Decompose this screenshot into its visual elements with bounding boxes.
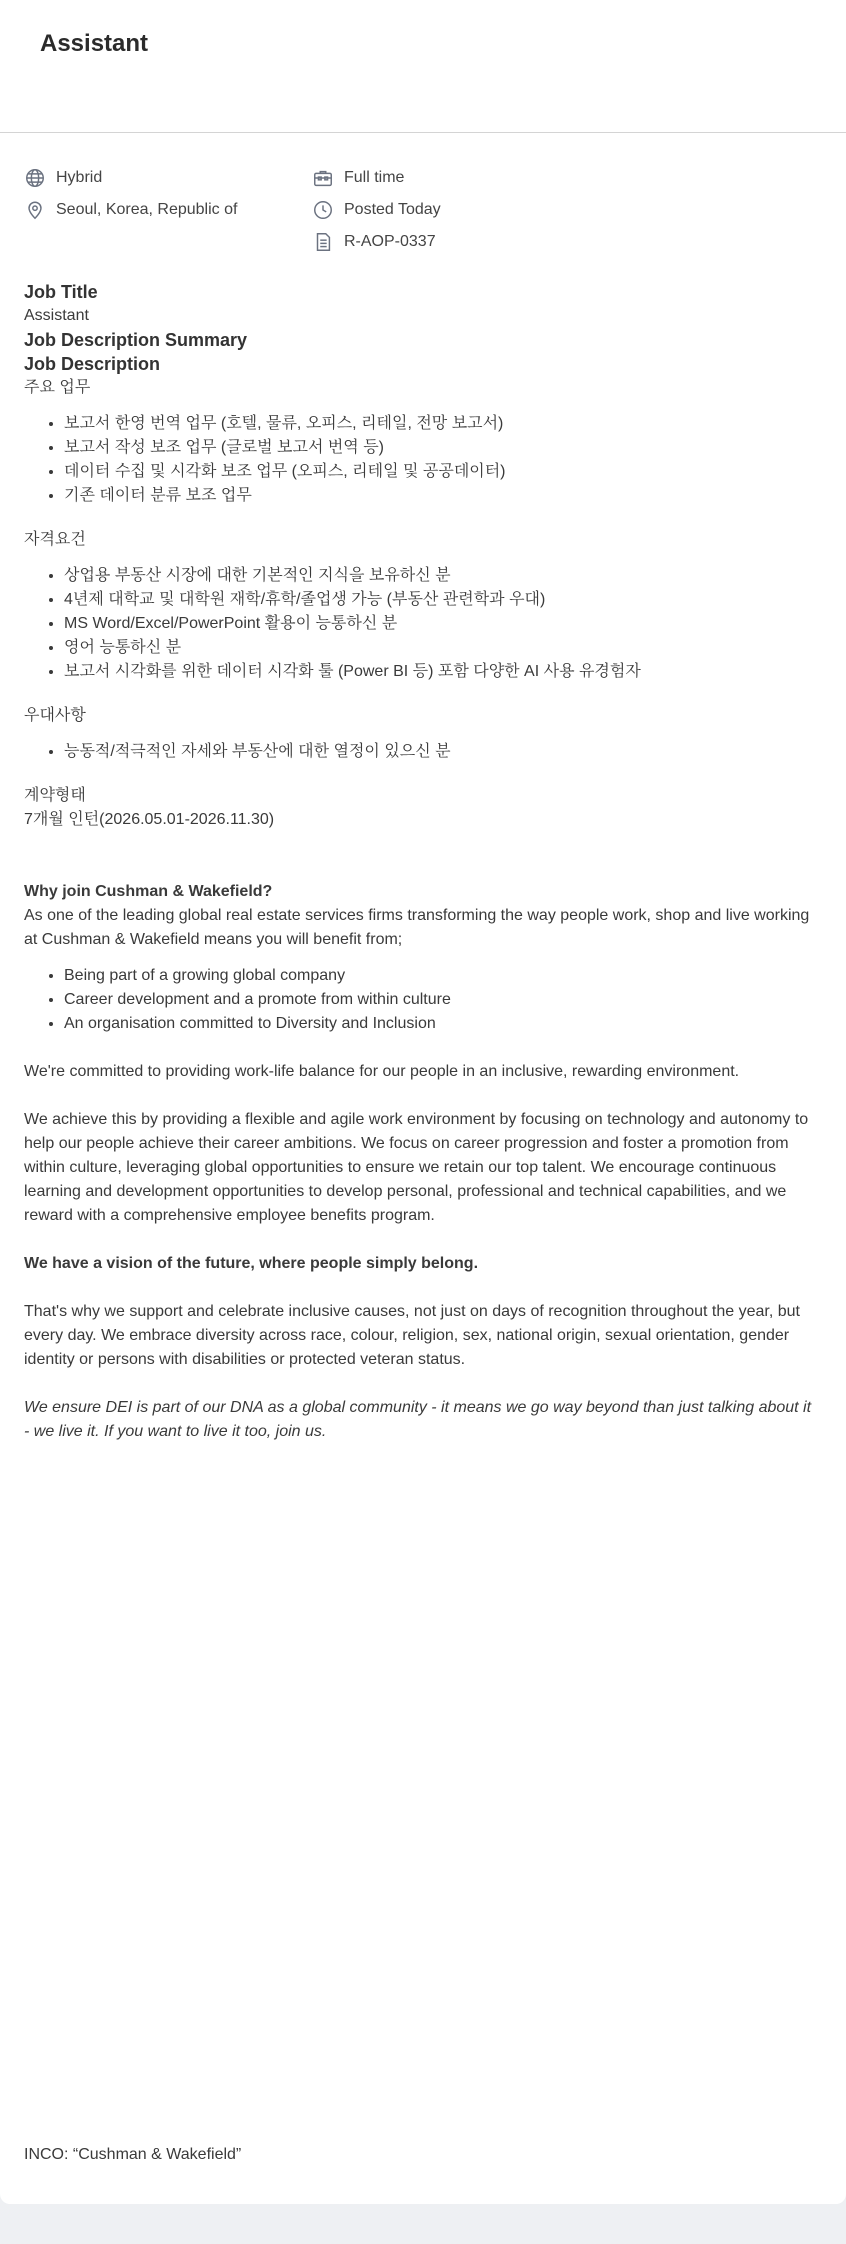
inco-footer: INCO: “Cushman & Wakefield”	[24, 2146, 242, 2163]
job-description-label: Job Description	[24, 354, 161, 374]
contract-value: 7개월 인턴(2026.05.01-2026.11.30)	[24, 811, 275, 828]
job-title-label: Job Title	[24, 282, 98, 302]
document-icon	[312, 231, 334, 253]
list-item: • 능동적/적극적인 자세와 부동산에 대한 열정이 있으신 분	[64, 740, 819, 764]
why-join-heading: Why join Cushman & Wakefield?	[24, 883, 273, 900]
list-item: • 상업용 부동산 시장에 대한 기본적인 지식을 보유하신 분	[64, 564, 819, 588]
page-title: Assistant	[40, 30, 149, 57]
requisition-id	[312, 226, 441, 258]
location	[24, 194, 237, 226]
job-summary-label: Job Description Summary	[24, 330, 248, 350]
benefits-list	[24, 964, 819, 1036]
globe-icon	[24, 167, 46, 189]
contract-heading: 계약형태	[24, 787, 86, 804]
why-join-intro: As one of the leading global real estate services firms transforming the way people work, shop and live working at Cushman & Wakefield means you will benefit from;	[24, 907, 810, 948]
job-meta-left	[24, 162, 237, 226]
list-item: • 4년제 대학교 및 대학원 재학/휴학/졸업생 가능 (부동산 관련학과 우대)	[64, 588, 819, 612]
list-item: • An organisation committed to Diversity and Inclusion	[64, 1012, 819, 1036]
location-text: Seoul, Korea, Republic of	[56, 201, 238, 218]
list-item: • 영어 능통하신 분	[64, 636, 819, 660]
map-pin-icon	[24, 199, 46, 221]
achieve-paragraph: We achieve this by providing a flexible and agile work environment by focusing on technology and autonomy to help our people achieve their career ambitions. We focus on career progression and foster a promotion from within culture, leveraging global opportunities to ensure we retain our top talent. We encourage continuous learning and development opportunities to develop personal, professional and technical capabilities, and we reward with a comprehensive employee benefits program.	[24, 1111, 809, 1224]
list-item: • 데이터 수집 및 시각화 보조 업무 (오피스, 리테일 및 공공데이터)	[64, 460, 819, 484]
job-meta	[24, 162, 824, 272]
job-header	[0, 0, 846, 133]
duties-heading: 주요 업무	[24, 379, 91, 396]
inclusive-paragraph: That's why we support and celebrate inclusive causes, not just on days of recognition throughout the year, but every day. We embrace diversity across race, colour, religion, sex, national origin, sexual orientation, gender identity or persons with disabilities or protected veteran status.	[24, 1303, 800, 1368]
job-title-value: Assistant	[24, 307, 89, 324]
dei-statement: We ensure DEI is part of our DNA as a global community - it means we go way beyond than just talking about it - we live it. If you want to live it too, join us.	[24, 1399, 812, 1440]
employment-type-text: Full time	[344, 169, 405, 186]
job-meta-right	[312, 162, 441, 258]
preferred-heading: 우대사항	[24, 707, 86, 724]
list-item: • MS Word/Excel/PowerPoint 활용이 능통하신 분	[64, 612, 819, 636]
vision-statement: We have a vision of the future, where people simply belong.	[24, 1255, 479, 1272]
preferred-list	[24, 740, 819, 764]
requirements-list	[24, 564, 819, 684]
list-item: • 보고서 작성 보조 업무 (글로벌 보고서 번역 등)	[64, 436, 819, 460]
requirements-heading: 자격요건	[24, 531, 86, 548]
employment-type	[312, 162, 441, 194]
list-item: • Being part of a growing global company	[64, 964, 819, 988]
location-type-text: Hybrid	[56, 169, 103, 186]
posted-date-text: Posted Today	[344, 201, 441, 218]
requisition-id-text: R-AOP-0337	[344, 233, 436, 250]
work-life-paragraph: We're committed to providing work-life balance for our people in an inclusive, rewarding environment.	[24, 1063, 740, 1080]
briefcase-icon	[312, 167, 334, 189]
posted-date	[312, 194, 441, 226]
list-item: • 보고서 한영 번역 업무 (호텔, 물류, 오피스, 리테일, 전망 보고서)	[64, 412, 819, 436]
location-type	[24, 162, 237, 194]
list-item: • 보고서 시각화를 위한 데이터 시각화 툴 (Power BI 등) 포함 다양한 AI 사용 유경험자	[64, 660, 819, 684]
list-item: • 기존 데이터 분류 보조 업무	[64, 484, 819, 508]
job-description	[24, 280, 819, 1444]
list-item: • Career development and a promote from within culture	[64, 988, 819, 1012]
duties-list	[24, 412, 819, 508]
clock-icon	[312, 199, 334, 221]
